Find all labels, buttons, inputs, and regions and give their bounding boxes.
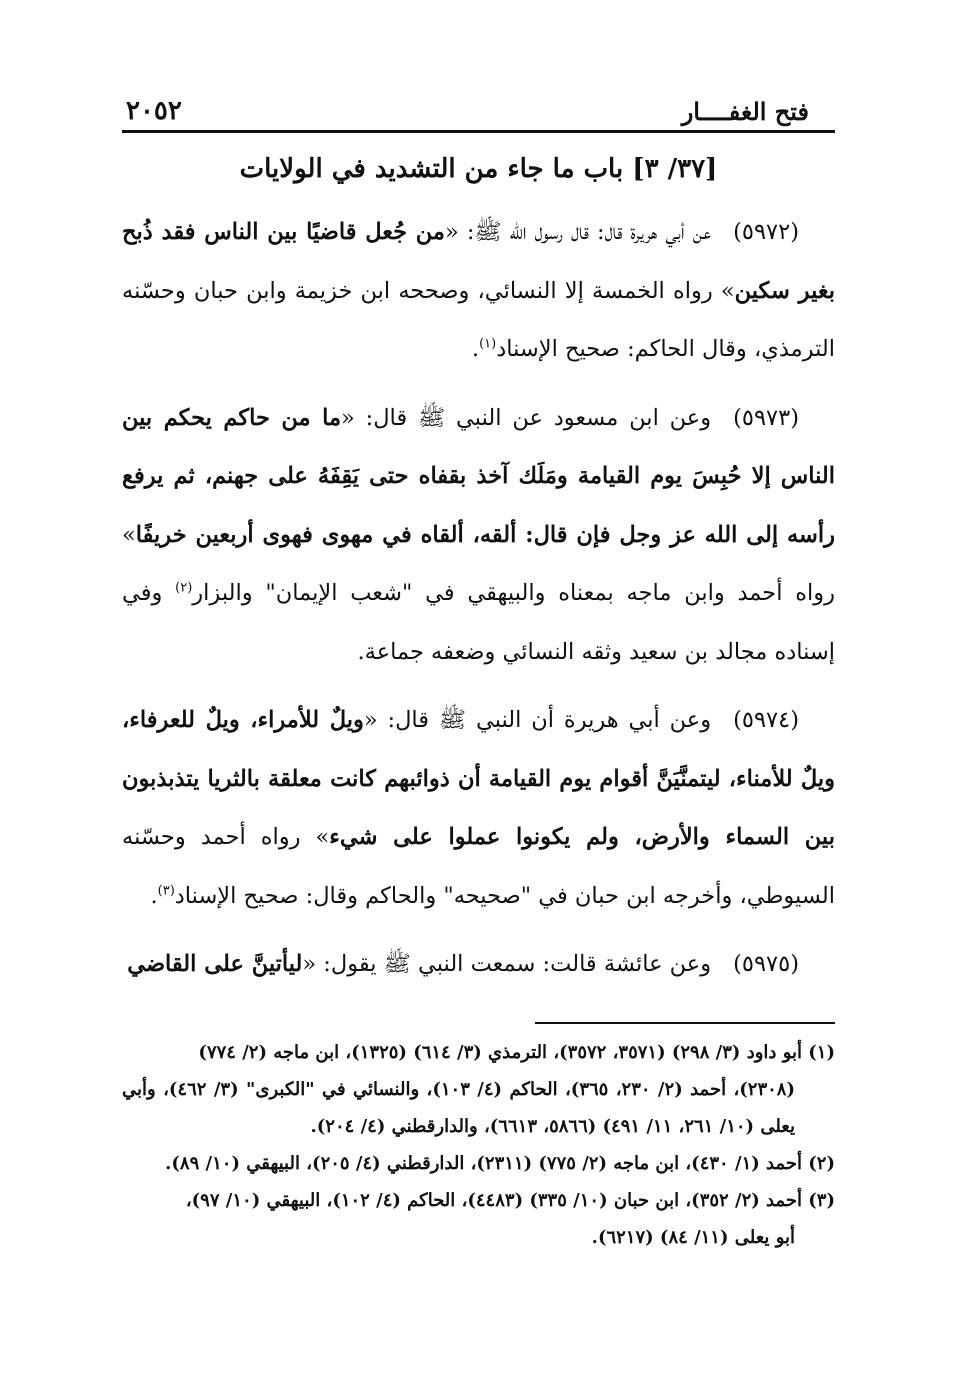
hadith-lead: عن أبي هريرة قال: قال رسول الله ﷺ: « [444, 219, 712, 245]
footnote-first-line: (١) أبو داود (٣/ ٢٩٨) (٣٥٧١، ٣٥٧٢)، الترمذي (٣/ ٦١٤) (١٣٢٥)، ابن ماجه (٢/ ٧٧٤) [198, 1041, 835, 1063]
hadith-tail: » رواه أحمد وحسّنه السيوطي، وأخرجه ابن حبان في "صحيحه" والحاكم وقال: صحيح الإسناد [122, 824, 835, 909]
hadith-paragraph [122, 935, 835, 994]
footnote-first-line: (٣) أحمد (٢/ ٣٥٢)، ابن حبان (١٠/ ٣٣٥) (٤٤٨٣)، الحاكم (٤/ ١٠٢)، البيهقي (١٠/ ٩٧)، [185, 1189, 835, 1211]
hadith-tail: » رواه الخمسة إلا النسائي، وصححه ابن خزيمة وابن حبان وحسّنه الترمذي، وقال الحاكم: صحيح الإسناد [122, 277, 835, 362]
footnote-first-line: (٢) أحمد (١/ ٤٣٠)، ابن ماجه (٢/ ٧٧٥) (٢٣١١)، الدارقطني (٤/ ٢٠٥)، البيهقي (١٠/ ٨٩). [165, 1152, 835, 1174]
hadith-end: . [150, 882, 158, 909]
footnote-ref[interactable]: (١) [479, 336, 497, 352]
hadith-number: (٥٩٧٤) [733, 707, 799, 733]
footnotes [122, 1034, 835, 1256]
hadith-paragraph [122, 203, 835, 379]
footnote-ref[interactable]: (٢) [175, 580, 193, 596]
footnote [122, 1145, 835, 1182]
page-number: ٢٠٥٢ [126, 96, 182, 126]
hadith-paragraph [122, 389, 835, 682]
hadith-tail: » رواه أحمد وابن ماجه بمعناه والبيهقي في "شعب الإيمان" والبزار [122, 521, 836, 606]
footnote-ref[interactable]: (٣) [157, 883, 175, 898]
hadith-quote: من جُعل قاضيًا بين الناس فقد ذُبح بغير سكين [122, 219, 835, 304]
hadith-number: (٥٩٧٥) [733, 951, 799, 977]
footnote [122, 1034, 835, 1145]
hadith-paragraph [122, 691, 835, 925]
hadith-lead: وعن ابن مسعود عن النبي ﷺ قال: « [341, 404, 712, 431]
footnote [122, 1182, 835, 1256]
footnote-continuation: (٢٣٠٨)، أحمد (٢/ ٢٣٠، ٣٦٥)، الحاكم (٤/ ١٠٣)، والنسائي في "الكبرى" (٣/ ٤٦٢)، وأبي يعلى (١٠/ ٢٦١، ١١/ ٤٩١) (٥٨٦٦، ٦٦١٣)، والدارقطني (٤/ ٢٠٤). [122, 1078, 795, 1137]
hadith-lead: وعن عائشة قالت: سمعت النبي ﷺ يقول: « [302, 951, 712, 977]
hadith-number: (٥٩٧٣) [733, 404, 799, 431]
hadith-quote: ما من حاكم يحكم بين الناس إلا حُبِسَ يوم القيامة ومَلَك آخذ بقفاه حتى يَقِفَهُ على جهنم، ثم يرفع رأسه إلى الله عز وجل فإن قال: ألقه، ألقاه في مهوى فهوى أربعين خريفًا [122, 404, 835, 548]
hadith-quote: ليأتينَّ على القاضي [127, 951, 303, 977]
footnote-divider [535, 1022, 835, 1024]
book-title: فتح الغفــــار [681, 97, 809, 126]
hadith-number: (٥٩٧٢) [733, 219, 799, 245]
footnote-continuation: أبو يعلى (١١/ ٨٤) (٦٢١٧). [591, 1226, 795, 1248]
hadith-end: . [471, 336, 480, 362]
hadith-lead: وعن أبي هريرة أن النبي ﷺ قال: « [363, 707, 712, 733]
chapter-heading: [٣٧/ ٣] باب ما جاء من التشديد في الولايات [239, 154, 718, 184]
hadith-quote: ويلٌ للأمراء، ويلٌ للعرفاء، ويلٌ للأمناء، ليتمنَّيَنَّ أقوام يوم القيامة أن ذوائبهم كانت معلقة بالثريا يتذبذبون بين السماء والأرض، ولم يكونوا عملوا على شيء [122, 707, 835, 850]
running-header [122, 80, 835, 133]
hadith-end: وفي إسناده مجالد بن سعيد وثقه النسائي وضعفه جماعة. [122, 580, 835, 665]
